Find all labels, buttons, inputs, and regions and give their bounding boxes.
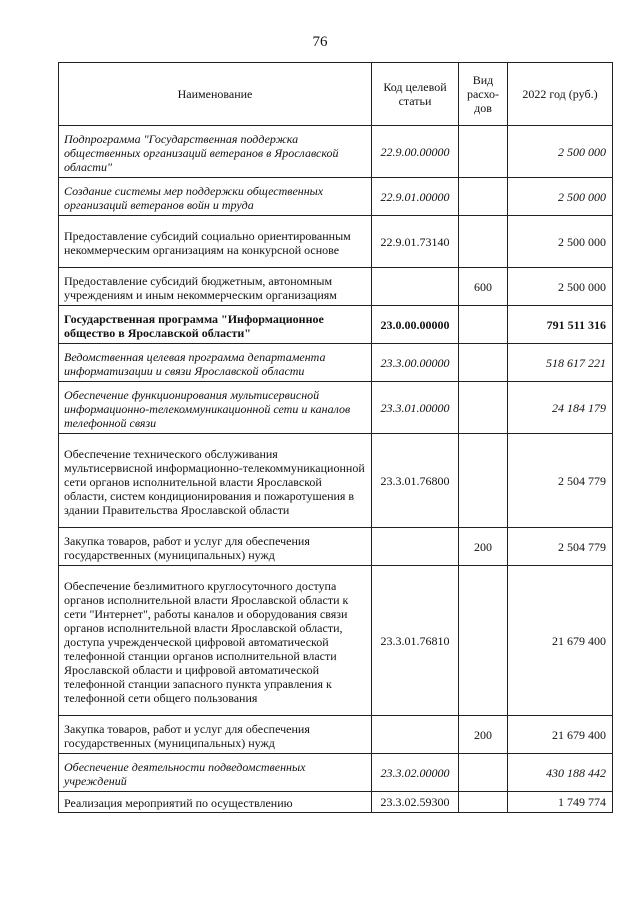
row-code: 22.9.01.73140 (372, 216, 459, 268)
table-row (59, 178, 613, 216)
row-code: 23.3.02.00000 (372, 754, 459, 792)
row-name: Предоставление субсидий бюджетным, автономным учреждениям и иным некоммерческим организациям (59, 268, 372, 306)
row-kind (459, 434, 508, 528)
table-row (59, 792, 613, 813)
row-name: Предоставление субсидий социально ориентированным некоммерческим организациям на конкурсной основе (59, 216, 372, 268)
row-code: 23.3.02.59300 (372, 792, 459, 813)
row-name: Государственная программа "Информационное общество в Ярославской области" (59, 306, 372, 344)
row-kind (459, 754, 508, 792)
row-amount: 21 679 400 (508, 566, 613, 716)
row-amount: 1 749 774 (508, 792, 613, 813)
row-amount: 21 679 400 (508, 716, 613, 754)
header-code: Код целевой статьи (372, 63, 459, 126)
row-amount: 2 500 000 (508, 268, 613, 306)
page-number: 76 (312, 34, 328, 50)
budget-table (58, 62, 613, 813)
row-code: 22.9.00.00000 (372, 126, 459, 178)
row-amount: 430 188 442 (508, 754, 613, 792)
row-amount: 24 184 179 (508, 382, 613, 434)
table-row (59, 434, 613, 528)
row-kind (459, 216, 508, 268)
table-header-row (59, 63, 613, 126)
row-name: Создание системы мер поддержки общественных организаций ветеранов войн и труда (59, 178, 372, 216)
row-amount: 791 511 316 (508, 306, 613, 344)
row-amount: 518 617 221 (508, 344, 613, 382)
row-code: 23.3.00.00000 (372, 344, 459, 382)
row-code (372, 528, 459, 566)
row-code: 23.3.01.00000 (372, 382, 459, 434)
row-code (372, 716, 459, 754)
row-code: 23.3.01.76810 (372, 566, 459, 716)
table-row (59, 566, 613, 716)
table-row (59, 382, 613, 434)
row-kind: 200 (459, 528, 508, 566)
table-row (59, 216, 613, 268)
row-name: Ведомственная целевая программа департамента информатизации и связи Ярославской области (59, 344, 372, 382)
row-kind: 200 (459, 716, 508, 754)
table-row (59, 754, 613, 792)
row-kind (459, 344, 508, 382)
row-amount: 2 500 000 (508, 178, 613, 216)
row-kind (459, 382, 508, 434)
row-kind (459, 306, 508, 344)
row-amount: 2 500 000 (508, 126, 613, 178)
table-row (59, 344, 613, 382)
table-row (59, 528, 613, 566)
table-row (59, 126, 613, 178)
row-name: Закупка товаров, работ и услуг для обеспечения государственных (муниципальных) нужд (59, 716, 372, 754)
row-kind (459, 178, 508, 216)
row-name: Реализация мероприятий по осуществлению (59, 792, 372, 813)
row-kind (459, 126, 508, 178)
row-name: Обеспечение функционирования мультисервисной информационно-телекоммуникационной сети и каналов телефонной связи (59, 382, 372, 434)
table-row (59, 716, 613, 754)
row-code (372, 268, 459, 306)
row-name: Обеспечение безлимитного круглосуточного доступа органов исполнительной власти Ярославской области к сети "Интернет", работы каналов и оборудования связи органов исполнительной власти Ярославской области, доступа учрежденческой цифровой автоматической телефонной станции органов исполнительной власти Ярославской области и цифровой автоматической телефонной станции запасного пункта управления к телефонной сети общего пользования (59, 566, 372, 716)
header-kind: Вид расхо-дов (459, 63, 508, 126)
table-row (59, 268, 613, 306)
row-name: Подпрограмма "Государственная поддержка общественных организаций ветеранов в Ярославской области" (59, 126, 372, 178)
row-code: 22.9.01.00000 (372, 178, 459, 216)
row-name: Обеспечение деятельности подведомственных учреждений (59, 754, 372, 792)
row-code: 23.0.00.00000 (372, 306, 459, 344)
row-kind (459, 566, 508, 716)
row-code: 23.3.01.76800 (372, 434, 459, 528)
row-kind (459, 792, 508, 813)
header-year: 2022 год (руб.) (508, 63, 613, 126)
row-amount: 2 500 000 (508, 216, 613, 268)
row-amount: 2 504 779 (508, 528, 613, 566)
row-amount: 2 504 779 (508, 434, 613, 528)
row-kind: 600 (459, 268, 508, 306)
row-name: Обеспечение технического обслуживания мультисервисной информационно-телекоммуникационной сети органов исполнительной власти Ярославской области, систем кондиционирования и пожаротушения в здании Правительства Ярославской области (59, 434, 372, 528)
row-name: Закупка товаров, работ и услуг для обеспечения государственных (муниципальных) нужд (59, 528, 372, 566)
table-row (59, 306, 613, 344)
header-name: Наименование (59, 63, 372, 126)
